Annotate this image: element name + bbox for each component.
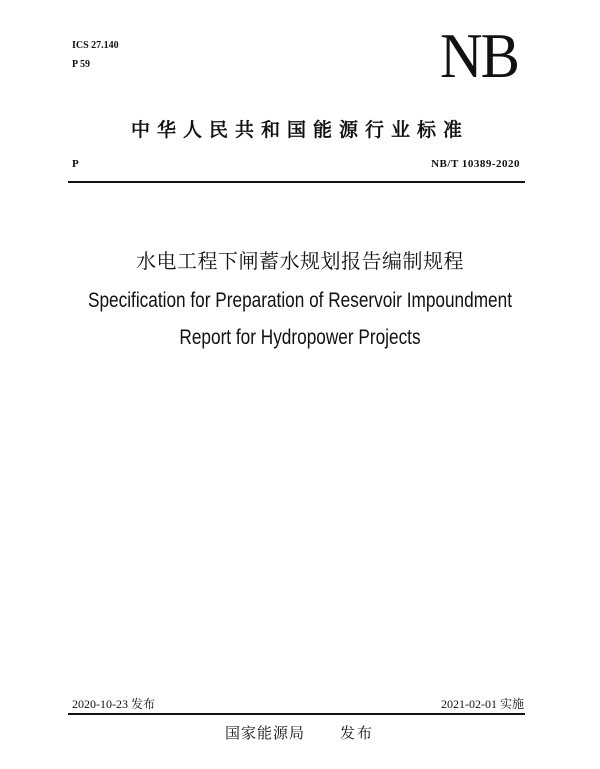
ics-code: ICS 27.140 (72, 40, 119, 51)
publisher: 国家能源局 (225, 724, 306, 742)
title-chinese: 水电工程下闸蓄水规划报告编制规程 (136, 249, 464, 273)
title-english-line1: Specification for Preparation of Reservoir Impoundment (87, 289, 513, 312)
bottom-divider (68, 713, 525, 715)
class-letter: P (72, 158, 79, 170)
nb-logo: NB (440, 20, 519, 91)
standard-category: 中华人民共和国能源行业标准 (130, 119, 469, 141)
top-divider (68, 181, 525, 183)
title-english-line2: Report for Hydropower Projects (179, 326, 421, 349)
standard-number: NB/T 10389-2020 (431, 158, 520, 170)
p-code: P 59 (72, 59, 91, 70)
issue-date: 2020-10-23 发布 (72, 697, 155, 711)
publish-label: 发布 (340, 724, 375, 742)
implementation-date: 2021-02-01 实施 (441, 697, 524, 711)
